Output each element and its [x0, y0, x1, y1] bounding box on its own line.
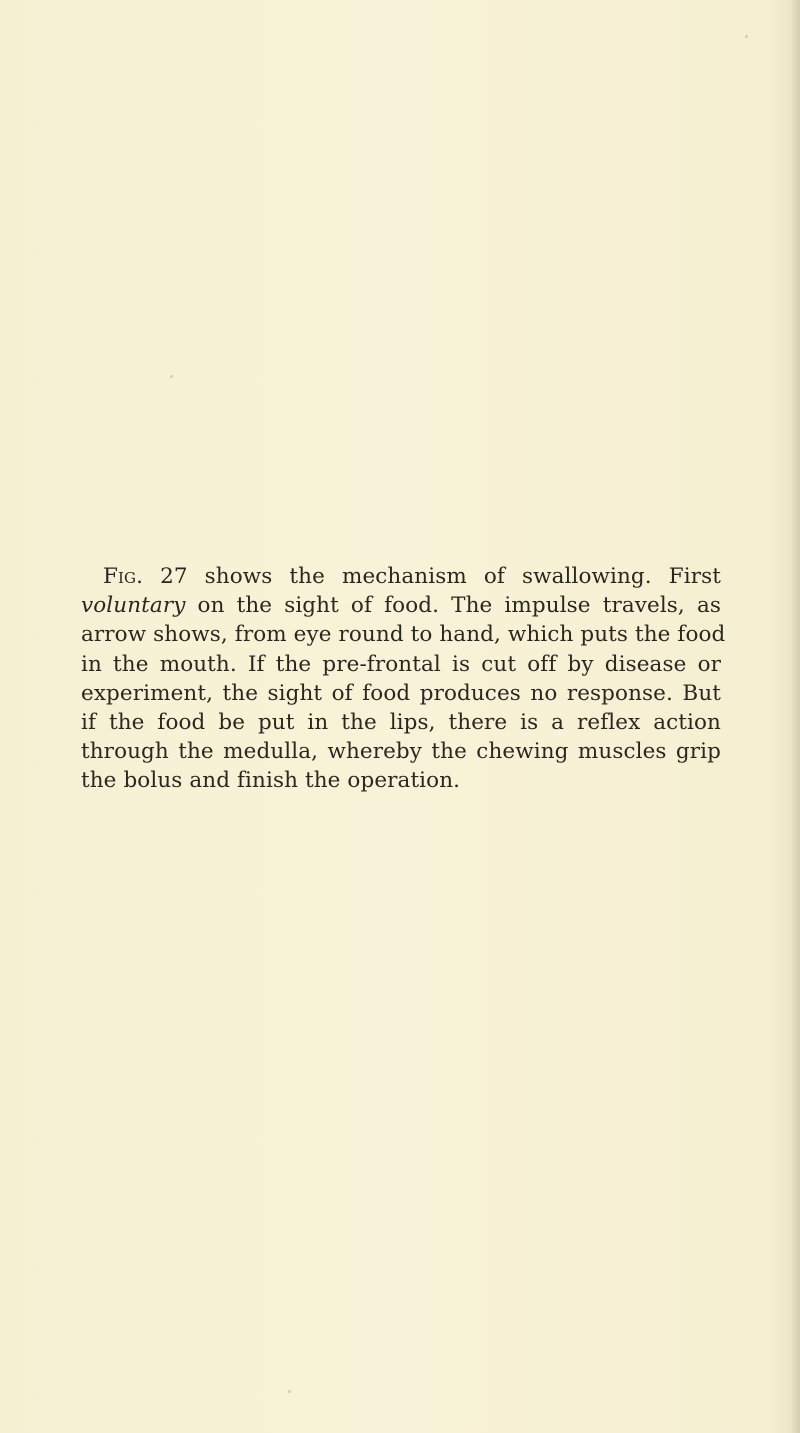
- page-edge-shadow: [790, 0, 800, 1433]
- text-line-4: in the mouth. If the pre-frontal is cut off by disease or: [81, 651, 721, 677]
- text-line-1-rest: 27 shows the mechanism of swallowing. First: [143, 564, 721, 589]
- text-line-2: [81, 591, 721, 620]
- text-line-7: through the medulla, whereby the chewing muscles grip: [81, 739, 721, 765]
- text-line-1: [81, 562, 721, 591]
- paper-speck: [745, 35, 748, 38]
- emphasized-word: voluntary: [81, 593, 186, 619]
- figure-reference-label: Fig.: [103, 564, 144, 589]
- paper-speck: [170, 375, 173, 378]
- body-paragraph: [81, 562, 726, 796]
- text-line-8: the bolus and finish the operation.: [81, 768, 461, 794]
- paper-speck: [288, 1390, 291, 1393]
- text-line-3: arrow shows, from eye round to hand, which puts the food: [81, 622, 726, 648]
- text-line-5: experiment, the sight of food produces no response. But: [81, 680, 721, 706]
- text-line-6: if the food be put in the lips, there is a reflex action: [81, 710, 721, 736]
- text-line-2-rest: on the sight of food. The impulse travels, as: [185, 593, 721, 619]
